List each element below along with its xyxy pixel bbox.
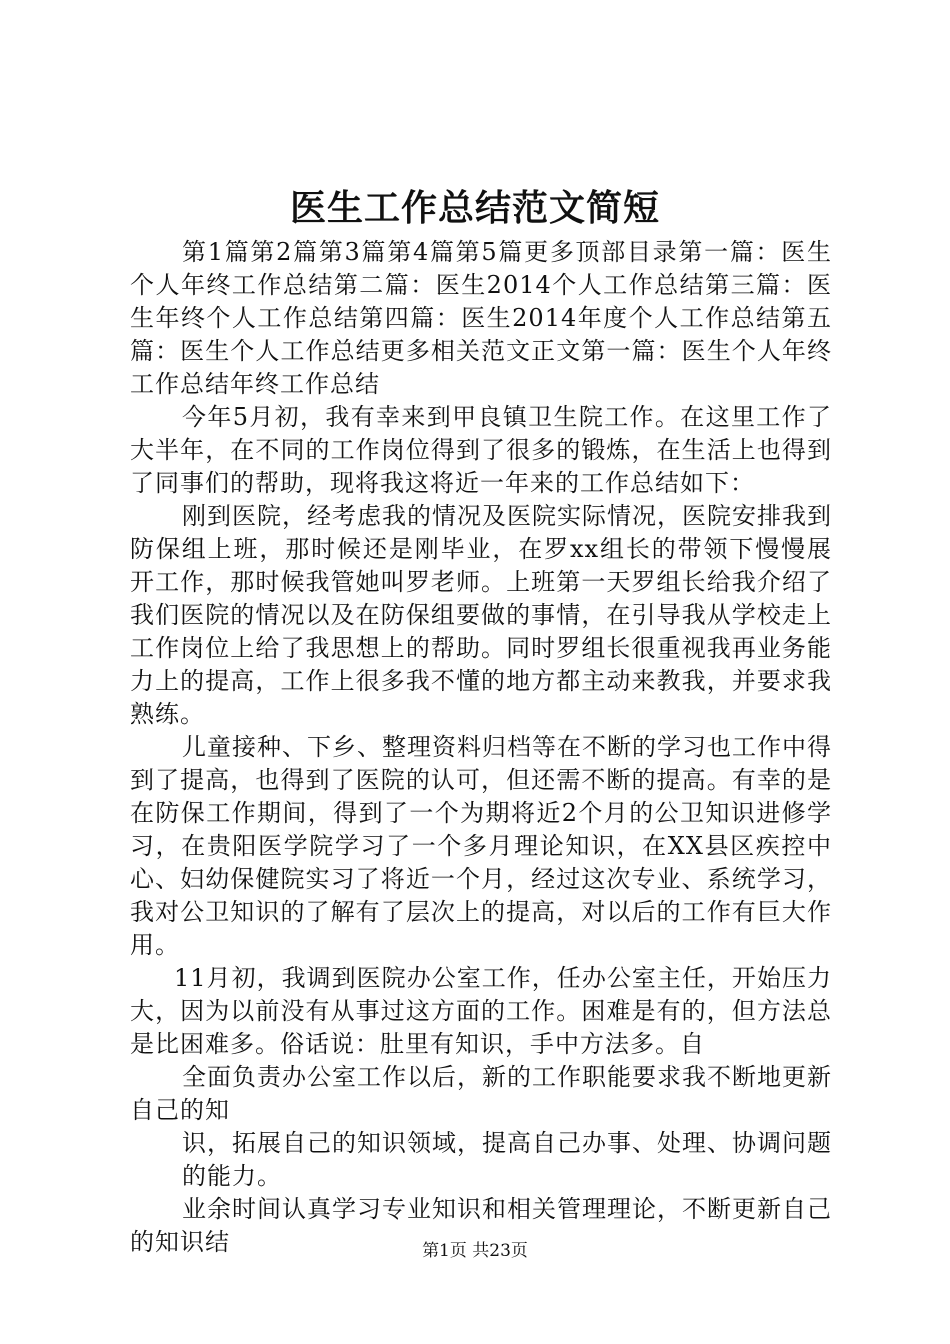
paragraph-intro: 今年5月初，我有幸来到甲良镇卫生院工作。在这里工作了大半年，在不同的工作岗位得到了很多的锻炼，在生活上也得到了同事们的帮助，现将我这将近一年来的工作总结如下： xyxy=(130,403,832,497)
paragraph-arrival: 刚到医院，经考虑我的情况及医院实际情况，医院安排我到防保组上班，那时候还是刚毕业，在罗xx组长的带领下慢慢展开工作，那时候我管她叫罗老师。上班第一天罗组长给我介绍了我们医院的情况以及在防保组要做的事情，在引导我从学校走上工作岗位上给了我思想上的帮助。同时罗组长很重视我再业务能力上的提高，工作上很多我不懂的地方都主动来教我，并要求我熟练。 xyxy=(130,502,832,728)
document-body xyxy=(130,236,832,1259)
paragraph-knowledge: 识，拓展自己的知识领域，提高自己办事、处理、协调问题的能力。 xyxy=(182,1129,832,1190)
paragraph-training: 儿童接种、下乡、整理资料归档等在不断的学习也工作中得到了提高，也得到了医院的认可，但还需不断的提高。有幸的是在防保工作期间，得到了一个为期将近2个月的公卫知识进修学习，在贵阳医学院学习了一个多月理论知识，在XX县区疾控中心、妇幼保健院实习了将近一个月，经过这次专业、系统学习，我对公卫知识的了解有了层次上的提高，对以后的工作有巨大作用。 xyxy=(130,733,832,959)
paragraph-table-of-contents: 第1篇第2篇第3篇第4篇第5篇更多顶部目录第一篇：医生个人年终工作总结第二篇：医生2014个人工作总结第三篇：医生年终个人工作总结第四篇：医生2014年度个人工作总结第五篇：医生个人工作总结更多相关范文正文第一篇：医生个人年终工作总结年终工作总结 xyxy=(130,238,832,398)
paragraph-responsibility: 全面负责办公室工作以后，新的工作职能要求我不断地更新自己的知 xyxy=(130,1063,832,1124)
paragraph-study: 业余时间认真学习专业知识和相关管理理论，不断更新自己的知识结 xyxy=(130,1195,832,1256)
page-number-footer: 第1页 共23页 xyxy=(422,1241,528,1261)
paragraph-office-transfer: 11月初，我调到医院办公室工作，任办公室主任，开始压力大，因为以前没有从事过这方面的工作。困难是有的，但方法总是比困难多。俗话说：肚里有知识，手中方法多。自 xyxy=(130,964,832,1058)
document-title: 医生工作总结范文简短 xyxy=(289,187,660,229)
